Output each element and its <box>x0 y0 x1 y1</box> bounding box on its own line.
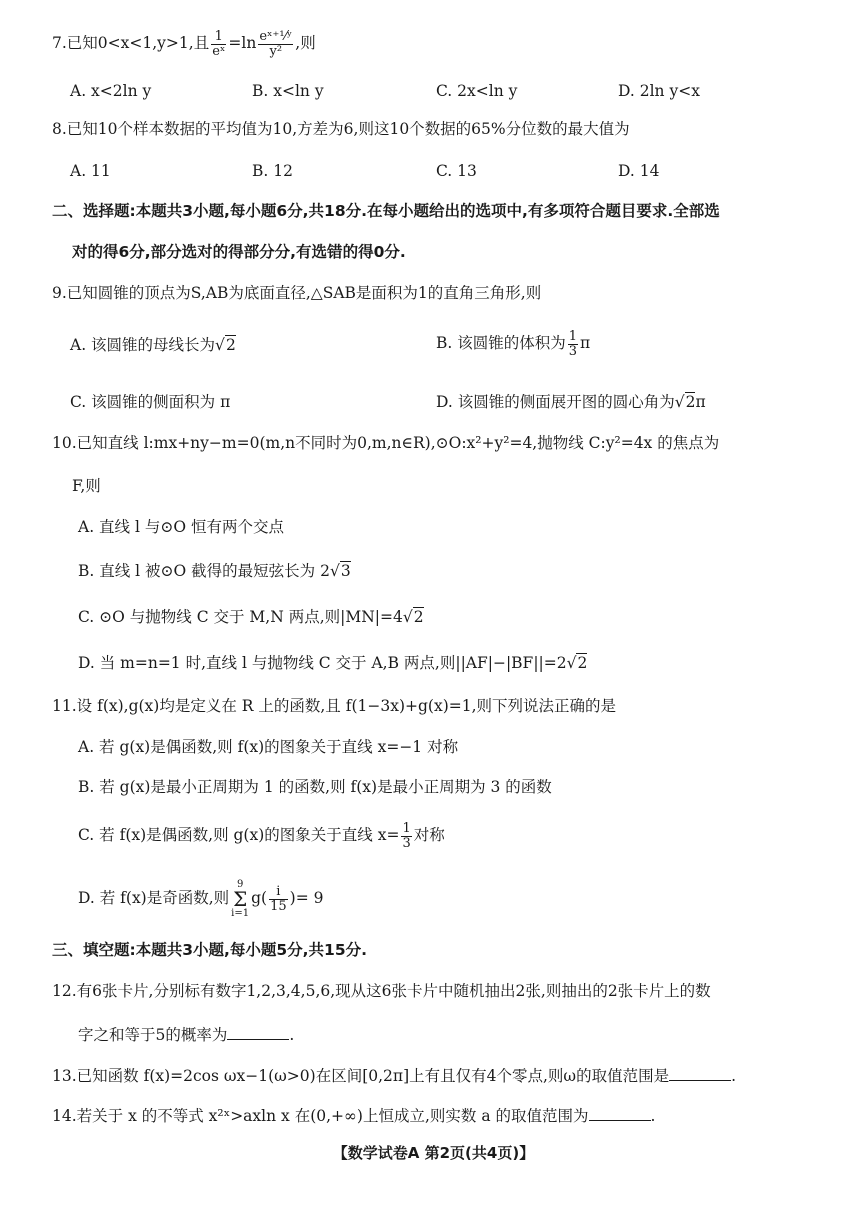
q10-option-d-text: D. 当 m=n=1 时,直线 l 与抛物线 C 交于 A,B 两点,则||AF|−|BF||=2√ <box>78 654 577 672</box>
section-3-heading: 三、填空题:本题共3小题,每小题5分,共15分. <box>52 941 368 959</box>
q13-answer-blank[interactable] <box>669 1066 731 1081</box>
q11-option-c-text: C. 若 f(x)是偶函数,则 g(x)的图象关于直线 x= <box>78 826 400 845</box>
q8-option-b: B. 12 <box>252 162 293 180</box>
q11-option-b: B. 若 g(x)是最小正周期为 1 的函数,则 f(x)是最小正周期为 3 的函数 <box>78 778 552 796</box>
question-10-stem-cont: F,则 <box>72 477 101 495</box>
q9-option-b-fraction <box>568 330 578 358</box>
q9-option-b-pi: π <box>580 334 591 353</box>
q7-frac2-num: eˣ⁺¹⁄ʸ <box>259 29 293 44</box>
question-10-stem: 10.已知直线 l:mx+ny−m=0(m,n不同时为0,m,n∈R),⊙O:x²+y²=4,抛物线 C:y²=4x 的焦点为 <box>52 434 720 452</box>
q7-option-d: D. 2ln y<x <box>618 82 700 100</box>
q13-period: . <box>731 1067 737 1085</box>
q9-option-a-text: A. 该圆锥的母线长为√ <box>70 336 225 354</box>
q10-option-c <box>78 608 424 627</box>
question-9-stem: 9.已知圆锥的顶点为S,AB为底面直径,△SAB是面积为1的直角三角形,则 <box>52 284 542 302</box>
q7-frac1-num: 1 <box>211 30 226 45</box>
q11-option-c-num: 1 <box>402 821 411 836</box>
question-13-stem <box>52 1066 736 1086</box>
q9-option-b-den: 3 <box>568 343 578 359</box>
q9-option-b-num: 1 <box>568 329 578 344</box>
q7-suffix: ,则 <box>295 34 316 53</box>
q9-option-b-text: B. 该圆锥的体积为 <box>436 334 566 353</box>
q9-option-d-radicand: 2 <box>685 393 696 411</box>
q10-option-a: A. 直线 l 与⊙O 恒有两个交点 <box>78 518 284 536</box>
q11-option-d-tail: )= 9 <box>289 889 324 907</box>
q11-summation <box>231 880 249 918</box>
q11-option-a: A. 若 g(x)是偶函数,则 f(x)的图象关于直线 x=−1 对称 <box>78 738 459 756</box>
q11-option-c-tail: 对称 <box>413 826 445 845</box>
question-11-stem: 11.设 f(x),g(x)均是定义在 R 上的函数,且 f(1−3x)+g(x)=1,则下列说法正确的是 <box>52 697 617 715</box>
q13-text: 13.已知函数 f(x)=2cos ωx−1(ω>0)在区间[0,2π]上有且仅有4个零点,则ω的取值范围是 <box>52 1067 670 1085</box>
q9-option-d-text: D. 该圆锥的侧面展开图的圆心角为√ <box>436 393 685 411</box>
sigma-icon: Σ <box>233 887 248 911</box>
question-8-stem: 8.已知10个样本数据的平均值为10,方差为6,则这10个数据的65%分位数的最大值为 <box>52 120 630 138</box>
question-7-stem <box>52 30 316 58</box>
q9-option-d <box>436 393 706 412</box>
q12-line2-text: 字之和等于5的概率为 <box>78 1026 228 1044</box>
q8-option-d: D. 14 <box>618 162 660 180</box>
q10-option-c-text: C. ⊙O 与抛物线 C 交于 M,N 两点,则|MN|=4√ <box>78 608 413 626</box>
section-2-heading: 二、选择题:本题共3小题,每小题6分,共18分.在每小题给出的选项中,有多项符合题目要求.全部选 <box>52 202 720 220</box>
page-footer: 【数学试卷A 第2页(共4页)】 <box>332 1144 535 1162</box>
q11-option-c-den: 3 <box>402 835 411 851</box>
q8-option-c: C. 13 <box>436 162 477 180</box>
question-12-stem: 12.有6张卡片,分别标有数字1,2,3,4,5,6,现从这6张卡片中随机抽出2张,则抽出的2张卡片上的数 <box>52 982 711 1000</box>
q11-option-c <box>78 822 445 850</box>
q14-period: . <box>650 1107 656 1125</box>
q11-option-d <box>78 880 323 918</box>
q7-frac1-den: eˣ <box>212 43 226 59</box>
q10-option-b <box>78 562 351 581</box>
q10-option-d <box>78 654 587 673</box>
q7-prefix: 7.已知0< <box>52 34 121 53</box>
q7-fraction-1 <box>211 30 226 58</box>
q12-line2-period: . <box>289 1026 295 1044</box>
question-14-stem <box>52 1106 655 1126</box>
q7-fraction-2 <box>258 30 293 58</box>
q7-option-a: A. x<2ln y <box>70 82 152 100</box>
q11-option-c-fraction <box>401 822 411 850</box>
q11-option-d-g: g( <box>251 889 268 907</box>
q7-condition: x<1,y>1,且 <box>120 34 210 53</box>
question-12-stem-cont <box>78 1025 294 1045</box>
q9-option-d-pi: π <box>695 393 706 411</box>
q7-option-c: C. 2x<ln y <box>436 82 518 100</box>
q11-option-d-num: i <box>269 885 288 900</box>
q7-equals-ln: =ln <box>228 34 257 53</box>
q10-option-b-text: B. 直线 l 被⊙O 截得的最短弦长为 2√ <box>78 562 340 580</box>
q9-option-a-radicand: 2 <box>225 336 236 354</box>
q10-option-c-radicand: 2 <box>413 608 424 626</box>
q11-option-d-text: D. 若 f(x)是奇函数,则 <box>78 889 230 907</box>
q7-frac2-den: y² <box>269 43 283 59</box>
q8-option-a: A. 11 <box>70 162 111 180</box>
q10-option-b-radicand: 3 <box>340 562 351 580</box>
q9-option-b <box>436 330 590 358</box>
q11-sum-lower: i=1 <box>231 908 250 919</box>
q7-option-b: B. x<ln y <box>252 82 324 100</box>
q10-option-d-radicand: 2 <box>577 654 588 672</box>
q11-sum-upper: 9 <box>236 879 244 890</box>
q14-text: 14.若关于 x 的不等式 x²ˣ>axln x 在(0,+∞)上恒成立,则实数 a 的取值范围为 <box>52 1107 589 1125</box>
q9-option-a <box>70 336 236 355</box>
q11-option-d-den: 15 <box>270 898 287 914</box>
q11-option-d-fraction <box>269 885 288 913</box>
section-2-heading-cont: 对的得6分,部分选对的得部分分,有选错的得0分. <box>72 243 406 261</box>
q12-answer-blank[interactable] <box>227 1025 289 1040</box>
q9-option-c: C. 该圆锥的侧面积为 π <box>70 393 231 411</box>
q14-answer-blank[interactable] <box>589 1106 651 1121</box>
